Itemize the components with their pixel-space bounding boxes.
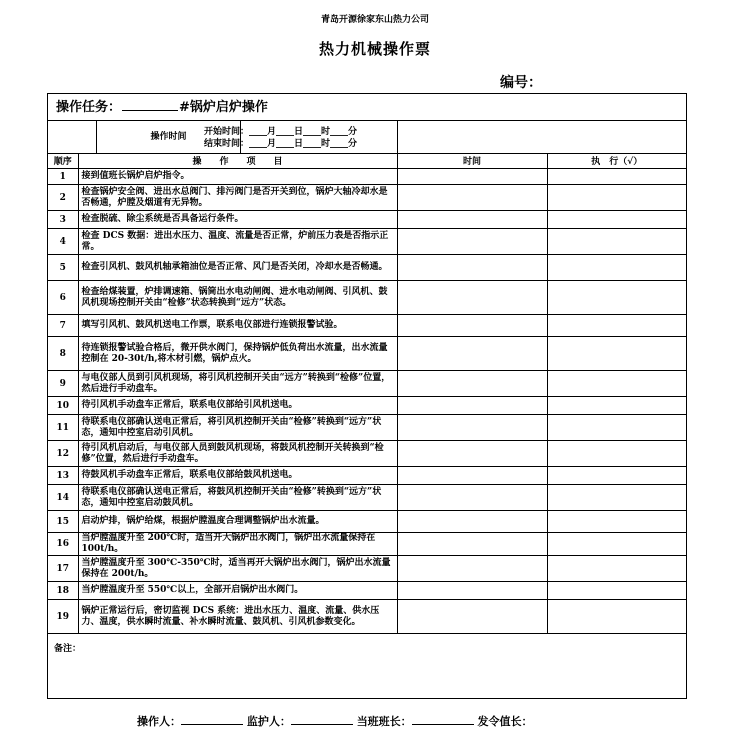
step-text: 检查脱硫、除尘系统是否具备运行条件。 bbox=[78, 211, 397, 229]
table-row bbox=[48, 169, 686, 185]
step-text: 待连锁报警试验合格后，微开供水阀门，保持锅炉低负荷出水流量，出水流量控制在 20-30t/h,将木材引燃，锅炉点火。 bbox=[78, 337, 397, 371]
step-exec-cell[interactable] bbox=[547, 511, 686, 533]
shift-leader-label: 当班班长： bbox=[356, 715, 412, 728]
step-exec-cell[interactable] bbox=[547, 397, 686, 415]
step-exec-cell[interactable] bbox=[547, 467, 686, 485]
table-row bbox=[48, 185, 686, 211]
step-number: 16 bbox=[48, 533, 78, 556]
step-text: 填写引风机、鼓风机送电工作票，联系电仪部进行连锁报警试验。 bbox=[78, 315, 397, 337]
step-exec-cell[interactable] bbox=[547, 281, 686, 315]
table-row bbox=[48, 371, 686, 397]
step-text: 检查给煤装置，炉排调速箱、锅筒出水电动闸阀、进水电动闸阀、引风机、鼓风机现场控制开关由“检修”状态转换到“远方”状态。 bbox=[78, 281, 397, 315]
step-text: 当炉膛温度升至 300℃-350℃时，适当再开大锅炉出水阀门，锅炉出水流量保持在 200t/h。 bbox=[78, 556, 397, 582]
table-row bbox=[48, 211, 686, 229]
step-time-cell[interactable] bbox=[397, 582, 547, 600]
step-text: 待联系电仪部确认送电正常后，将引风机控制开关由“检修”转换到“远方”状态，通知中控室启动引风机。 bbox=[78, 415, 397, 441]
step-number: 11 bbox=[48, 415, 78, 441]
operation-ticket bbox=[47, 93, 687, 699]
task-row bbox=[48, 94, 686, 121]
step-number: 14 bbox=[48, 485, 78, 511]
step-exec-cell[interactable] bbox=[547, 556, 686, 582]
steps-body bbox=[48, 169, 686, 634]
step-number: 18 bbox=[48, 582, 78, 600]
table-row bbox=[48, 582, 686, 600]
step-number: 10 bbox=[48, 397, 78, 415]
task-suffix: #锅炉启炉操作 bbox=[179, 100, 268, 115]
step-exec-cell[interactable] bbox=[547, 169, 686, 185]
header-time: 时间 bbox=[397, 153, 547, 169]
step-time-cell[interactable] bbox=[397, 485, 547, 511]
step-exec-cell[interactable] bbox=[547, 533, 686, 556]
table-row bbox=[48, 229, 686, 255]
step-number: 9 bbox=[48, 371, 78, 397]
step-number: 3 bbox=[48, 211, 78, 229]
step-exec-cell[interactable] bbox=[547, 229, 686, 255]
step-time-cell[interactable] bbox=[397, 229, 547, 255]
task-label: 操作任务： bbox=[56, 100, 122, 115]
step-text: 当炉膛温度升至 200℃时，适当开大锅炉出水阀门，锅炉出水流量保持在 100t/h。 bbox=[78, 533, 397, 556]
table-row bbox=[48, 467, 686, 485]
table-row bbox=[48, 337, 686, 371]
step-time-cell[interactable] bbox=[397, 533, 547, 556]
operation-time-row bbox=[48, 121, 686, 154]
step-exec-cell[interactable] bbox=[547, 185, 686, 211]
end-time[interactable]: 结束时间：____月____日____时____分 bbox=[204, 139, 358, 149]
step-exec-cell[interactable] bbox=[547, 485, 686, 511]
step-exec-cell[interactable] bbox=[547, 441, 686, 467]
table-row bbox=[48, 556, 686, 582]
operation-time-label: 操作时间 bbox=[96, 121, 241, 153]
table-row bbox=[48, 315, 686, 337]
step-time-cell[interactable] bbox=[397, 511, 547, 533]
step-time-cell[interactable] bbox=[397, 281, 547, 315]
signature-row bbox=[137, 713, 533, 729]
step-text: 启动炉排，锅炉给煤，根据炉膛温度合理调整锅炉出水流量。 bbox=[78, 511, 397, 533]
step-number: 15 bbox=[48, 511, 78, 533]
step-time-cell[interactable] bbox=[397, 371, 547, 397]
page-title: 热力机械操作票 bbox=[318, 40, 431, 58]
header-exec: 执 行（√） bbox=[547, 153, 686, 169]
operator-blank[interactable] bbox=[181, 713, 243, 725]
step-text: 锅炉正常运行后，密切监视 DCS 系统：进出水压力、温度、流量、供水压力、温度，供水瞬时流量、补水瞬时流量、鼓风机、引风机参数变化。 bbox=[78, 600, 397, 634]
table-row bbox=[48, 255, 686, 281]
step-time-cell[interactable] bbox=[397, 337, 547, 371]
shift-leader-blank[interactable] bbox=[412, 713, 474, 725]
step-exec-cell[interactable] bbox=[547, 415, 686, 441]
step-time-cell[interactable] bbox=[397, 211, 547, 229]
header-item: 操 作 项 目 bbox=[78, 153, 397, 169]
step-time-cell[interactable] bbox=[397, 415, 547, 441]
step-text: 待鼓风机手动盘车正常后，联系电仪部给鼓风机送电。 bbox=[78, 467, 397, 485]
step-time-cell[interactable] bbox=[397, 255, 547, 281]
table-row bbox=[48, 511, 686, 533]
steps-table bbox=[48, 153, 686, 634]
step-exec-cell[interactable] bbox=[547, 600, 686, 634]
step-time-cell[interactable] bbox=[397, 556, 547, 582]
table-row bbox=[48, 397, 686, 415]
dispatcher-label: 发令值长： bbox=[477, 715, 533, 728]
table-row bbox=[48, 533, 686, 556]
step-exec-cell[interactable] bbox=[547, 582, 686, 600]
step-number: 7 bbox=[48, 315, 78, 337]
step-time-cell[interactable] bbox=[397, 169, 547, 185]
step-number: 6 bbox=[48, 281, 78, 315]
step-number: 5 bbox=[48, 255, 78, 281]
step-exec-cell[interactable] bbox=[547, 255, 686, 281]
company-name: 青岛开源徐家东山热力公司 bbox=[320, 15, 429, 25]
step-time-cell[interactable] bbox=[397, 315, 547, 337]
start-time[interactable]: 开始时间：____月____日____时____分 bbox=[204, 127, 358, 137]
time-divider bbox=[397, 121, 398, 153]
step-number: 17 bbox=[48, 556, 78, 582]
doc-number-label: 编号： bbox=[500, 75, 542, 91]
step-text: 检查锅炉安全阀、进出水总阀门、排污阀门是否开关到位，锅炉大轴冷却水是否畅通，炉膛及烟道有无异物。 bbox=[78, 185, 397, 211]
table-row bbox=[48, 441, 686, 467]
step-time-cell[interactable] bbox=[397, 441, 547, 467]
step-exec-cell[interactable] bbox=[547, 371, 686, 397]
step-time-cell[interactable] bbox=[397, 600, 547, 634]
header-no: 顺序 bbox=[48, 153, 78, 169]
remarks-label: 备注： bbox=[54, 644, 82, 654]
step-text: 检查引风机、鼓风机轴承箱油位是否正常、风门是否关闭，冷却水是否畅通。 bbox=[78, 255, 397, 281]
step-text: 与电仪部人员到引风机现场，将引风机控制开关由“远方”转换到“检修”位置，然后进行手动盘车。 bbox=[78, 371, 397, 397]
step-number: 2 bbox=[48, 185, 78, 211]
table-row bbox=[48, 485, 686, 511]
step-exec-cell[interactable] bbox=[547, 211, 686, 229]
step-number: 12 bbox=[48, 441, 78, 467]
step-text: 待引风机启动后，与电仪部人员到鼓风机现场，将鼓风机控制开关转换到“检修”位置，然后进行手动盘车。 bbox=[78, 441, 397, 467]
operator-label: 操作人： bbox=[137, 715, 181, 728]
step-exec-cell[interactable] bbox=[547, 315, 686, 337]
step-text: 当炉膛温度升至 550℃以上，全部开启锅炉出水阀门。 bbox=[78, 582, 397, 600]
step-time-cell[interactable] bbox=[397, 185, 547, 211]
step-text: 待引风机手动盘车正常后，联系电仪部给引风机送电。 bbox=[78, 397, 397, 415]
step-time-cell[interactable] bbox=[397, 397, 547, 415]
step-number: 19 bbox=[48, 600, 78, 634]
step-number: 8 bbox=[48, 337, 78, 371]
step-text: 检查 DCS 数据：进出水压力、温度、流量是否正常，炉前压力表是否指示正常。 bbox=[78, 229, 397, 255]
task-blank[interactable] bbox=[122, 97, 178, 111]
step-number: 4 bbox=[48, 229, 78, 255]
table-row bbox=[48, 415, 686, 441]
table-row bbox=[48, 600, 686, 634]
table-row bbox=[48, 281, 686, 315]
supervisor-label: 监护人： bbox=[246, 715, 291, 728]
step-text: 接到值班长锅炉启炉指令。 bbox=[78, 169, 397, 185]
step-number: 1 bbox=[48, 169, 78, 185]
step-text: 待联系电仪部确认送电正常后，将鼓风机控制开关由“检修”转换到“远方”状态，通知中控室启动鼓风机。 bbox=[78, 485, 397, 511]
step-exec-cell[interactable] bbox=[547, 337, 686, 371]
step-time-cell[interactable] bbox=[397, 467, 547, 485]
step-number: 13 bbox=[48, 467, 78, 485]
supervisor-blank[interactable] bbox=[291, 713, 353, 725]
